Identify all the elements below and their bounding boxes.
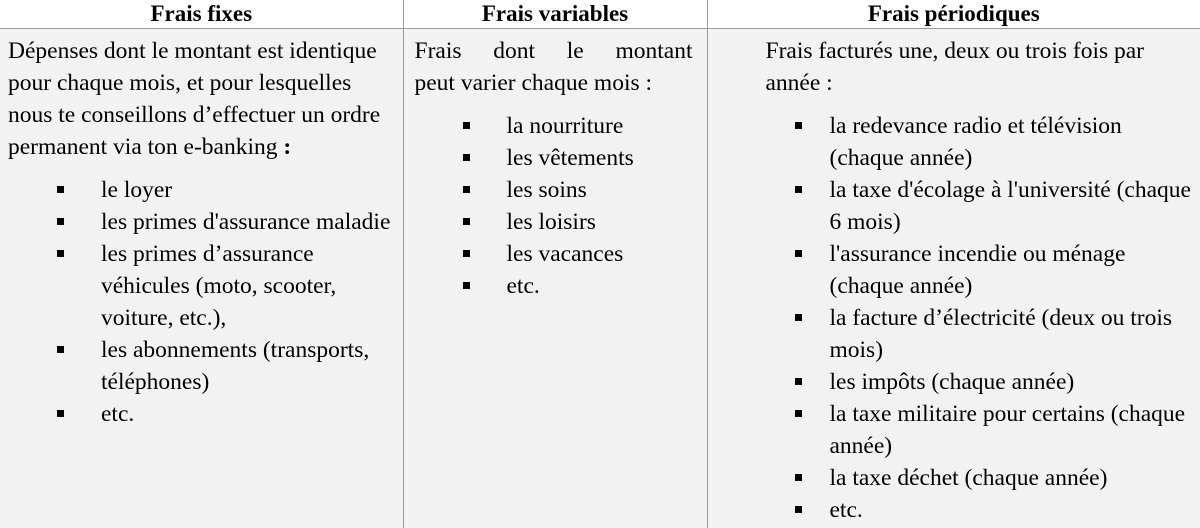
list-item: les impôts (chaque année) [708,366,1200,398]
square-bullet-icon [57,186,64,193]
list-item: les primes d’assurance véhicules (moto, scooter, voiture, etc.), [0,238,403,334]
header-fixed-costs: Frais fixes [0,0,403,29]
square-bullet-icon [57,218,64,225]
square-bullet-icon [795,410,802,417]
square-bullet-icon [57,410,64,417]
square-bullet-icon [57,346,64,353]
list-item: les vêtements [404,142,707,174]
list-item: la facture d’électricité (deux ou trois mois) [708,302,1200,366]
list-item: etc. [404,270,707,302]
square-bullet-icon [463,122,470,129]
header-periodic-costs: Frais périodiques [707,0,1200,29]
list-item: les abonnements (transports, téléphones) [0,334,403,398]
variable-costs-intro [404,35,707,99]
variable-costs-list [404,110,707,302]
list-item: etc. [0,398,403,430]
square-bullet-icon [463,218,470,225]
list-item: la nourriture [404,110,707,142]
list-item: les primes d'assurance maladie [0,206,403,238]
fixed-costs-intro [0,35,403,163]
square-bullet-icon [795,250,802,257]
list-item: la taxe d'écolage à l'université (chaque 6 mois) [708,174,1200,238]
periodic-costs-cell [707,29,1200,528]
square-bullet-icon [795,474,802,481]
table-header-row [0,0,1200,29]
periodic-costs-intro: Frais facturés une, deux ou trois fois par année : [765,38,1145,96]
list-item: la taxe militaire pour certains (chaque année) [708,398,1200,462]
variable-costs-intro-line1: Frais dont le montant [414,38,693,64]
square-bullet-icon [463,154,470,161]
table-body-row [0,29,1200,528]
list-item: l'assurance incendie ou ménage (chaque année) [708,238,1200,302]
square-bullet-icon [795,378,802,385]
variable-costs-intro-line2: peut varier chaque mois : [414,70,653,96]
variable-costs-cell [403,29,707,528]
list-item: les vacances [404,238,707,270]
list-item: la redevance radio et télévision (chaque année) [708,110,1200,174]
list-item: les loisirs [404,206,707,238]
fixed-costs-intro-text: Dépenses dont le montant est identique pour chaque mois, et pour lesquelles nous te conseillons d’effectuer un ordre permanent via ton e-banking [8,38,381,160]
header-variable-costs: Frais variables [403,0,707,29]
square-bullet-icon [463,282,470,289]
fixed-costs-list [0,174,403,430]
square-bullet-icon [463,186,470,193]
list-item: la taxe déchet (chaque année) [708,462,1200,494]
fixed-costs-cell [0,29,403,528]
square-bullet-icon [795,186,802,193]
square-bullet-icon [57,250,64,257]
list-item: les soins [404,174,707,206]
list-item: etc. [708,494,1200,526]
list-item: le loyer [0,174,403,206]
periodic-costs-list [708,110,1200,526]
square-bullet-icon [795,506,802,513]
square-bullet-icon [795,122,802,129]
square-bullet-icon [463,250,470,257]
square-bullet-icon [795,314,802,321]
fixed-costs-intro-colon: : [277,134,292,160]
